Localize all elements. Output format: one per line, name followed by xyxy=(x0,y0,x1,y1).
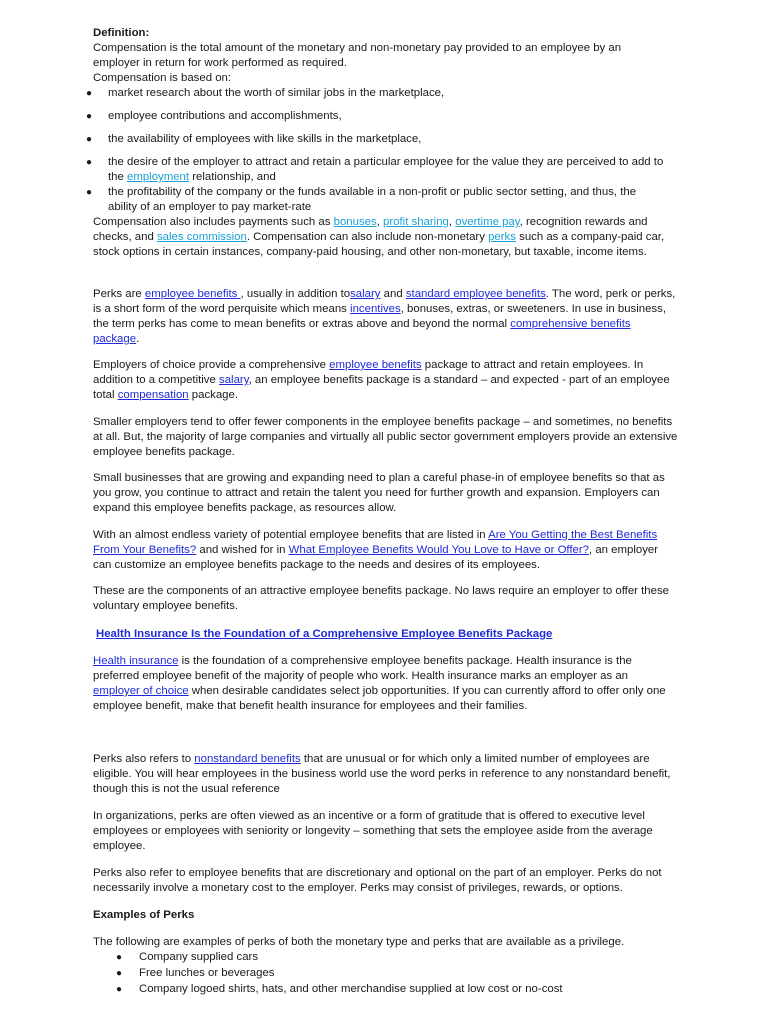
health-insurance-link[interactable]: Health insurance xyxy=(93,655,179,667)
salary-link[interactable]: salary xyxy=(219,374,249,386)
perks-link[interactable]: perks xyxy=(488,231,516,243)
list-item: ● the availability of employees with like skills in the marketplace, xyxy=(86,133,422,145)
standard-employee-benefits-link[interactable]: standard employee benefits xyxy=(405,288,546,300)
benefits-variety-paragraph: With an almost endless variety of potential employee benefits that are listed in Are You Getting the Best Benefits From Your Benefits? and wished for in What Employee Benefits Would You Love to Have or Offer?, an employer can customize an employee benefits package to the needs and desires of its employees. xyxy=(93,529,659,571)
list-item: ● the profitability of the company or the funds available in a non-profit or public sector setting, and thus, the ability of an employer to pay market-rate xyxy=(86,186,637,213)
profit-sharing-link[interactable]: profit sharing xyxy=(383,216,449,228)
employers-of-choice-paragraph: Employers of choice provide a comprehensive employee benefits package to attract and retain employees. In addition to a competitive salary, an employee benefits package is a standard – and expected - part of an employee total compensation package. xyxy=(93,359,670,401)
organizations-paragraph: In organizations, perks are often viewed as an incentive or a form of gratitude that is offered to executive level employees or employees with seniority or longevity – something that sets the employee aside from the average employee. xyxy=(93,810,653,852)
employment-link[interactable]: employment xyxy=(127,171,190,183)
bullet-icon: ● xyxy=(86,157,93,168)
bullet-icon: ● xyxy=(116,952,123,963)
health-insurance-heading-link[interactable]: Health Insurance Is the Foundation of a Comprehensive Employee Benefits Package xyxy=(96,628,553,640)
employee-benefits-link[interactable]: employee benefits xyxy=(144,288,241,300)
salary-link[interactable]: salary xyxy=(350,288,381,300)
list-item: ● employee contributions and accomplishments, xyxy=(86,110,342,122)
definition-heading: Definition: xyxy=(93,27,150,39)
based-on-label: Compensation is based on: xyxy=(93,72,232,84)
employer-of-choice-link[interactable]: employer of choice xyxy=(93,685,189,697)
comprehensive-benefits-package-link[interactable]: comprehensive benefits package xyxy=(93,318,631,345)
definition-paragraph: Compensation is the total amount of the monetary and non-monetary pay provided to an employee by an employer in return for work performed as required. xyxy=(93,42,622,69)
list-item: ● Free lunches or beverages xyxy=(116,967,275,979)
list-item: ● Company logoed shirts, hats, and other merchandise supplied at low cost or no-cost xyxy=(116,983,563,995)
compensation-link[interactable]: compensation xyxy=(117,389,189,401)
list-item: ● the desire of the employer to attract and retain a particular employee for the value they are perceived to add to the employment relationship, and xyxy=(86,156,664,183)
overtime-pay-link[interactable]: overtime pay xyxy=(455,216,520,228)
components-paragraph: These are the components of an attractive employee benefits package. No laws require an employer to offer these voluntary employee benefits. xyxy=(93,585,669,612)
bullet-icon: ● xyxy=(86,187,93,198)
list-item: ● Company supplied cars xyxy=(116,951,259,963)
best-benefits-article-link[interactable]: Are You Getting the Best Benefits From Your Benefits? xyxy=(93,529,658,556)
nonstandard-benefits-link[interactable]: nonstandard benefits xyxy=(194,753,301,765)
bullet-icon: ● xyxy=(86,88,93,99)
incentives-link[interactable]: incentives xyxy=(350,303,401,315)
nonstandard-benefits-paragraph: Perks also refers to nonstandard benefits that are unusual or for which only a limited number of employees are eligible. You will hear employees in the business world use the word perks in reference to any nonstandard benefit, though this is not the usual reference xyxy=(93,753,671,795)
discretionary-perks-paragraph: Perks also refer to employee benefits that are discretionary and optional on the part of an employer. Perks do not necessarily involve a monetary cost to the employer. Perks may consist of privileges, rewards, or options. xyxy=(93,867,662,894)
sales-commission-link[interactable]: sales commission xyxy=(156,231,247,243)
bullet-icon: ● xyxy=(86,111,93,122)
small-businesses-paragraph: Small businesses that are growing and expanding need to plan a careful phase-in of employee benefits so that as you grow, you continue to attract and retain the talent you need for further growth and expansion. Employers can expand this employee benefits package, as resources allow. xyxy=(93,472,665,514)
perks-intro-paragraph: Perks are employee benefits , usually in addition tosalary and standard employee benefits. The word, perk or perks, is a short form of the word perquisite which means incentives, bonuses, extras, or sweeteners. In use in business, the term perks has come to mean benefits or extras above and beyond the normal comprehensive benefits package. xyxy=(93,288,676,345)
examples-intro-paragraph: The following are examples of perks of both the monetary type and perks that are available as a privilege. xyxy=(93,936,625,948)
bullet-icon: ● xyxy=(86,134,93,145)
health-insurance-paragraph: Health insurance is the foundation of a comprehensive employee benefits package. Health insurance is the preferred employee benefit of the majority of people who work. Health insurance marks an employer as an employer of choice when desirable candidates select job opportunities. If you can currently afford to offer only one employee benefit, make that benefit health insurance for employees and their families. xyxy=(93,655,666,712)
benefits-wishlist-article-link[interactable]: What Employee Benefits Would You Love to Have or Offer? xyxy=(288,544,590,556)
bullet-icon: ● xyxy=(116,984,123,995)
examples-heading: Examples of Perks xyxy=(93,909,195,921)
bullet-icon: ● xyxy=(116,968,123,979)
bonuses-link[interactable]: bonuses xyxy=(333,216,377,228)
list-item: ● market research about the worth of similar jobs in the marketplace, xyxy=(86,87,445,99)
employee-benefits-link[interactable]: employee benefits xyxy=(329,359,422,371)
compensation-includes-paragraph: Compensation also includes payments such as bonuses, profit sharing, overtime pay, recognition rewards and checks, and sales commission. Compensation can also include non-monetary perks such as a company-paid car, stock options in certain instances, company-paid housing, and other non-monetary, but taxable, income items. xyxy=(93,216,665,258)
smaller-employers-paragraph: Smaller employers tend to offer fewer components in the employee benefits package – and sometimes, no benefits at all. But, the majority of large companies and virtually all public sector government employers provide an extensive employee benefits package. xyxy=(93,416,678,458)
